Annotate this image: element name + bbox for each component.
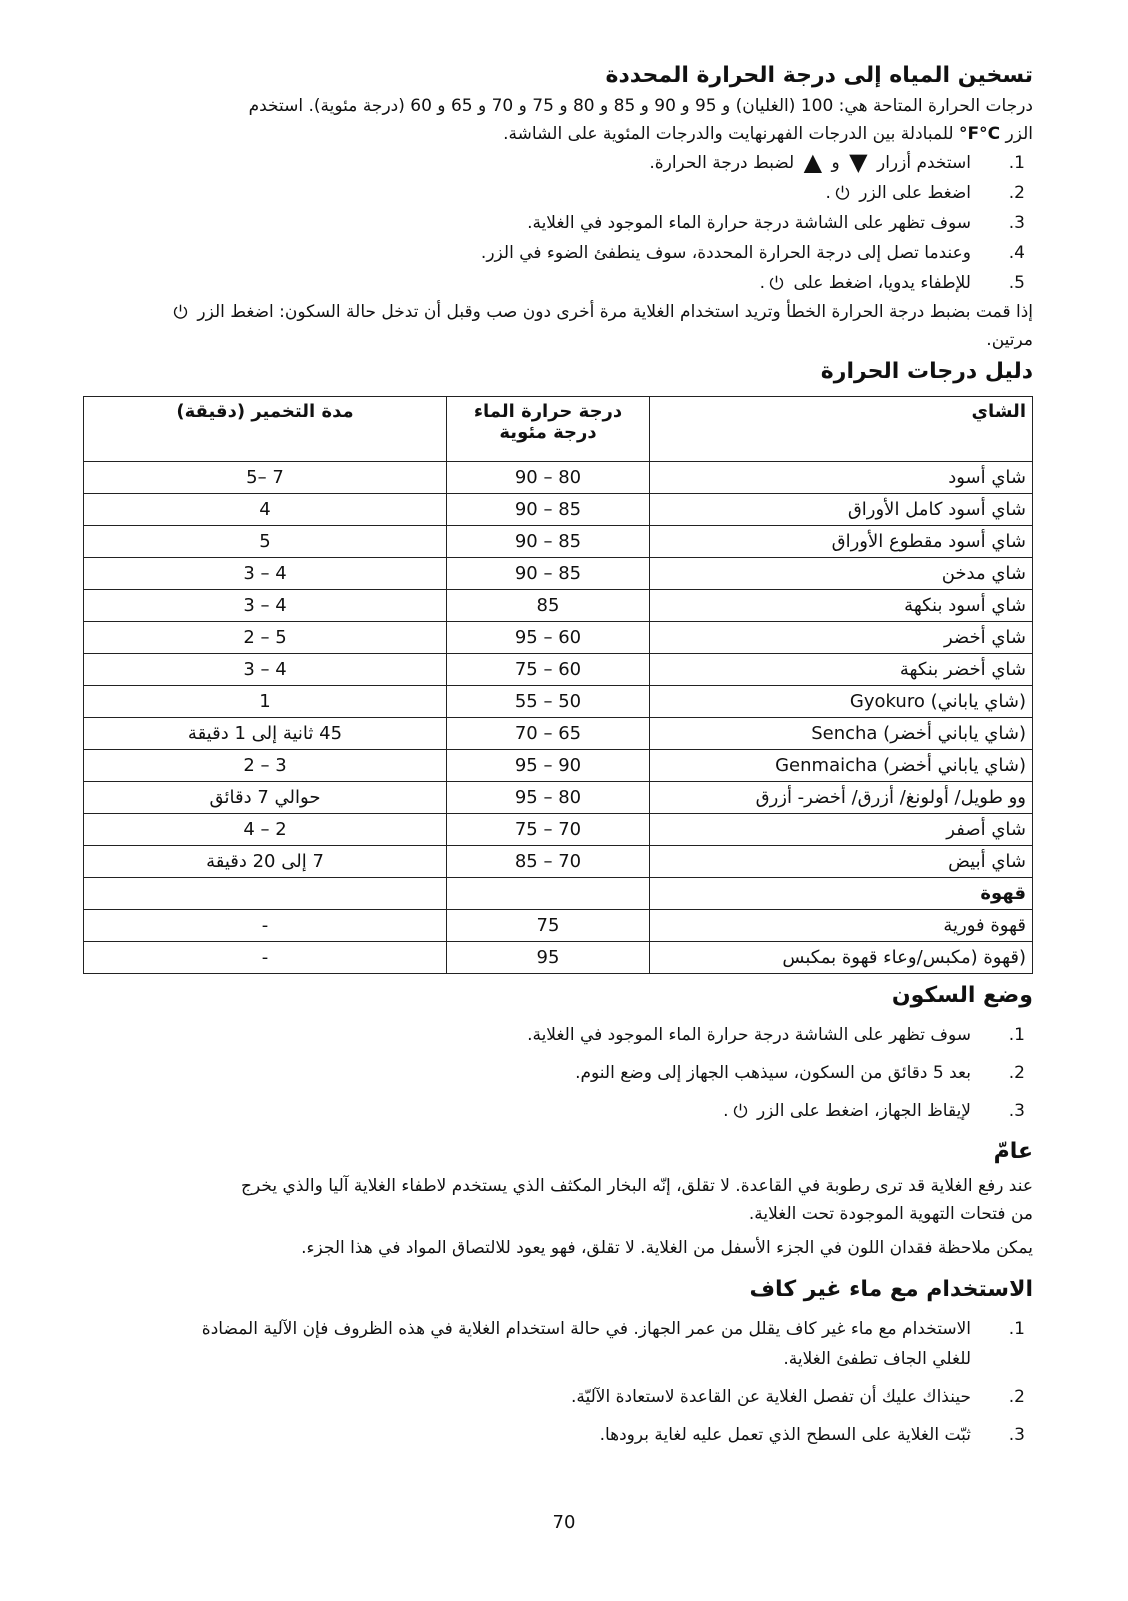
general-para2: يمكن ملاحظة فقدان اللون في الجزء الأسفل من الغلاية. لا تقلق، فهو يعود للالتصاق المواد في هذا الجزء.	[301, 1238, 1033, 1258]
step-number: .1	[1008, 1025, 1025, 1045]
time-cell: -	[84, 910, 447, 942]
intro-line2-post: للمبادلة بين الدرجات الفهرنهايت والدرجات المئوية على الشاشة.	[503, 124, 954, 144]
table-row	[84, 494, 1033, 526]
time-cell: 7 إلى 20 دقيقة	[84, 846, 447, 878]
step-text: سوف تظهر على الشاشة درجة حرارة الماء الموجود في الغلاية.	[527, 1025, 971, 1045]
table-row	[84, 590, 1033, 622]
step-text: استخدم أزرار	[877, 153, 971, 173]
insufficient-step-3	[83, 1420, 1033, 1450]
heating-note-line2: مرتين.	[986, 330, 1033, 350]
page-content	[83, 60, 1033, 1450]
time-cell: 2 – 4	[84, 814, 447, 846]
table-row	[84, 718, 1033, 750]
table-row	[84, 558, 1033, 590]
power-icon	[834, 184, 851, 201]
step-number: .4	[1008, 243, 1025, 263]
time-cell	[84, 878, 447, 910]
step-text: الاستخدام مع ماء غير كاف يقلل من عمر الجهاز. في حالة استخدام الغلاية في هذه الظروف فإن الآلية المضادة	[201, 1319, 971, 1339]
guide-title: دليل درجات الحرارة	[820, 359, 1033, 384]
tea-cell: (شاي ياباني أخضر) Sencha	[650, 718, 1033, 750]
step-number: .1	[1008, 153, 1025, 173]
power-icon	[172, 303, 189, 320]
temp-cell	[447, 878, 650, 910]
fc-button-label: °F°C	[959, 124, 1001, 144]
time-cell: 4	[84, 494, 447, 526]
table-body	[84, 462, 1033, 974]
time-cell: 3 – 2	[84, 750, 447, 782]
header-temp-line1: درجة حرارة الماء	[473, 401, 623, 422]
period: .	[825, 183, 831, 203]
insufficient-steps	[83, 1314, 1033, 1450]
step-text: و	[831, 153, 840, 173]
tea-cell: (شاي ياباني أخضر) Genmaicha	[650, 750, 1033, 782]
heating-step-1	[83, 148, 1033, 178]
general-para1-line2: من فتحات التهوية الموجودة تحت الغلاية.	[748, 1204, 1033, 1224]
table-header-row	[84, 397, 1033, 462]
tea-cell: قهوة	[650, 878, 1033, 910]
tea-cell: شاي أسود بنكهة	[650, 590, 1033, 622]
page-number: 70	[552, 1512, 576, 1533]
heating-intro-line1: درجات الحرارة المتاحة هي: 100 (الغليان) و 95 و 90 و 85 و 80 و 75 و 70 و 65 و 60 (درجة مئوية). استخدم	[248, 96, 1033, 116]
time-cell: 1	[84, 686, 447, 718]
time-cell: حوالي 7 دقائق	[84, 782, 447, 814]
tea-cell: قهوة فورية	[650, 910, 1033, 942]
insufficient-step-1	[83, 1314, 1033, 1374]
tea-cell: شاي أسود كامل الأوراق	[650, 494, 1033, 526]
time-cell: 4 – 3	[84, 654, 447, 686]
temp-cell: 70 – 85	[447, 846, 650, 878]
tea-cell: (قهوة (مكبس/وعاء قهوة بمكبس	[650, 942, 1033, 974]
heating-steps	[83, 148, 1033, 298]
temp-cell: 80 – 95	[447, 782, 650, 814]
temp-cell: 90 – 95	[447, 750, 650, 782]
period: .	[723, 1101, 729, 1121]
temp-cell: 70 – 75	[447, 814, 650, 846]
temp-cell: 85 – 90	[447, 558, 650, 590]
tea-cell: شاي مدخن	[650, 558, 1033, 590]
general-para1-line1: عند رفع الغلاية قد ترى رطوبة في القاعدة. لا تقلق، إنّه البخار المكثف الذي يستخدم لاطفاء الغلاية آليا والذي يخرج	[241, 1176, 1033, 1196]
standby-step-2	[83, 1054, 1033, 1092]
table-row	[84, 878, 1033, 910]
standby-title: وضع السكون	[891, 983, 1033, 1008]
table-row	[84, 654, 1033, 686]
step-number: .3	[1008, 1101, 1025, 1121]
temp-cell: 60 – 95	[447, 622, 650, 654]
step-text: لإيقاظ الجهاز، اضغط على الزر	[756, 1101, 971, 1121]
time-cell: 5	[84, 526, 447, 558]
power-icon	[768, 274, 785, 291]
header-temp-line2: درجة مئوية	[499, 422, 597, 443]
table-row	[84, 462, 1033, 494]
insufficient-title: الاستخدام مع ماء غير كاف	[749, 1277, 1033, 1302]
time-cell: 5 – 2	[84, 622, 447, 654]
temp-cell: 80 – 90	[447, 462, 650, 494]
step-text: بعد 5 دقائق من السكون، سيذهب الجهاز إلى وضع النوم.	[575, 1063, 971, 1083]
temp-cell: 85 – 90	[447, 494, 650, 526]
table-row	[84, 526, 1033, 558]
insufficient-step-2	[83, 1382, 1033, 1412]
general-title: عامّ	[993, 1139, 1033, 1164]
triangle-up-icon: ▲	[803, 148, 823, 176]
table-row	[84, 942, 1033, 974]
header-temp	[447, 397, 650, 462]
temp-cell: 60 – 75	[447, 654, 650, 686]
time-cell: 7 –5	[84, 462, 447, 494]
intro-line2-pre: الزر	[1005, 124, 1033, 144]
tea-cell: شاي أخضر	[650, 622, 1033, 654]
step-text: للإطفاء يدويا، اضغط على	[793, 273, 971, 293]
tea-cell: (شاي ياباني) Gyokuro	[650, 686, 1033, 718]
heating-step-2	[83, 178, 1033, 208]
heating-step-3	[83, 208, 1033, 238]
temp-cell: 50 – 55	[447, 686, 650, 718]
step-text: وعندما تصل إلى درجة الحرارة المحددة، سوف ينطفئ الضوء في الزر.	[480, 243, 971, 263]
header-tea: الشاي	[650, 397, 1033, 462]
step-number: .1	[1008, 1319, 1025, 1339]
triangle-down-icon: ▼	[849, 148, 868, 176]
standby-step-3	[83, 1092, 1033, 1130]
step-number: .3	[1008, 213, 1025, 233]
step-text: لضبط درجة الحرارة.	[649, 153, 795, 173]
note-text: إذا قمت بضبط درجة الحرارة الخطأ وتريد استخدام الغلاية مرة أخرى دون صب وقبل أن تدخل حالة السكون: اضغط الزر	[197, 302, 1033, 322]
step-number: .2	[1008, 183, 1025, 203]
standby-steps	[83, 1016, 1033, 1130]
temp-cell: 95	[447, 942, 650, 974]
step-text: ثبّت الغلاية على السطح الذي تعمل عليه لغاية برودها.	[599, 1425, 971, 1445]
tea-cell: وو طويل/ أولونغ/ أزرق/ أخضر- أزرق	[650, 782, 1033, 814]
tea-cell: شاي أسود مقطوع الأوراق	[650, 526, 1033, 558]
table-row	[84, 910, 1033, 942]
table-row	[84, 622, 1033, 654]
step-number: .2	[1008, 1063, 1025, 1083]
table-row	[84, 846, 1033, 878]
heating-note-line1	[83, 298, 1033, 326]
header-time: مدة التخمير (دقيقة)	[84, 397, 447, 462]
step-number: .5	[1008, 273, 1025, 293]
step-text: سوف تظهر على الشاشة درجة حرارة الماء الموجود في الغلاية.	[527, 213, 971, 233]
table-row	[84, 686, 1033, 718]
tea-cell: شاي أخضر بنكهة	[650, 654, 1033, 686]
temp-cell: 85 – 90	[447, 526, 650, 558]
time-cell: 45 ثانية إلى 1 دقيقة	[84, 718, 447, 750]
tea-cell: شاي أصفر	[650, 814, 1033, 846]
table-row	[84, 782, 1033, 814]
table-row	[84, 750, 1033, 782]
temperature-guide-table	[83, 396, 1033, 974]
period: .	[759, 273, 766, 293]
tea-cell: شاي أبيض	[650, 846, 1033, 878]
step-number: .3	[1008, 1425, 1025, 1445]
standby-step-1	[83, 1016, 1033, 1054]
temp-cell: 65 – 70	[447, 718, 650, 750]
heating-step-5	[83, 268, 1033, 298]
step-text: اضغط على الزر	[859, 183, 971, 203]
time-cell: -	[84, 942, 447, 974]
tea-cell: شاي أسود	[650, 462, 1033, 494]
heating-step-4	[83, 238, 1033, 268]
table-row	[84, 814, 1033, 846]
temp-cell: 85	[447, 590, 650, 622]
time-cell: 4 – 3	[84, 590, 447, 622]
power-icon	[732, 1102, 749, 1119]
step-number: .2	[1008, 1387, 1025, 1407]
temp-cell: 75	[447, 910, 650, 942]
time-cell: 4 – 3	[84, 558, 447, 590]
heating-title: تسخين المياه إلى درجة الحرارة المحددة	[605, 63, 1033, 88]
step-text: حينذاك عليك أن تفصل الغلاية عن القاعدة لاستعادة الآليّة.	[570, 1387, 971, 1407]
heating-intro-line2	[83, 120, 1033, 148]
step-text: للغلي الجاف تطفئ الغلاية.	[783, 1349, 971, 1369]
